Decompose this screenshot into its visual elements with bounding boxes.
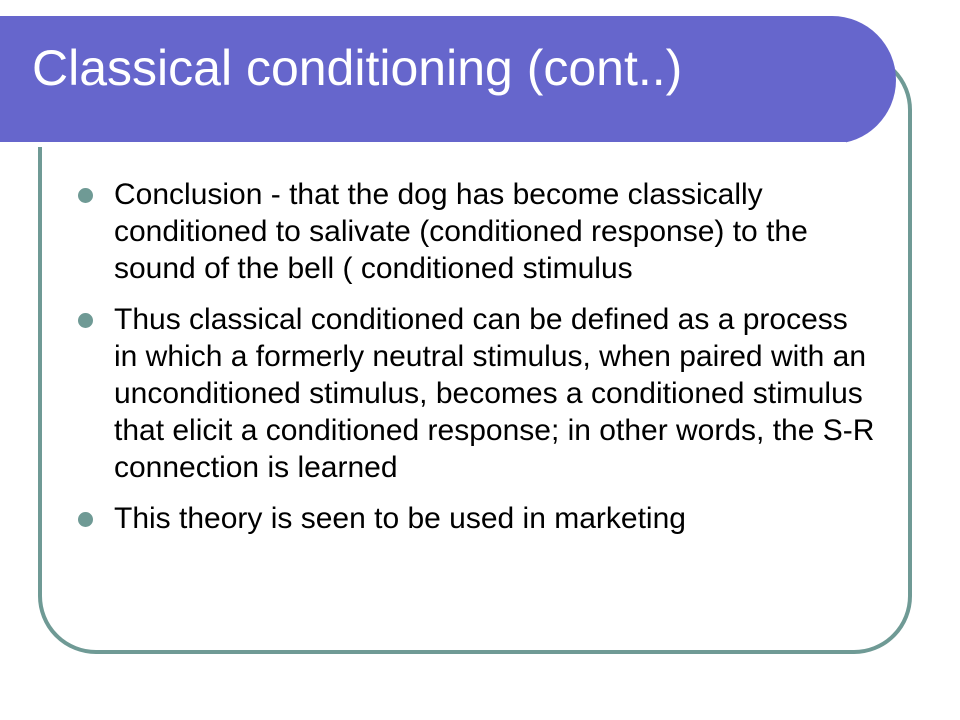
bullet-item-marketing (76, 500, 876, 537)
bullet-dot-icon (78, 512, 93, 527)
bullet-item-conclusion (76, 176, 876, 287)
bullet-text: This theory is seen to be used in marketing (114, 502, 686, 535)
bullet-text: Conclusion - that the dog has become classically conditioned to salivate (conditioned response) to the sound of the bell ( conditioned stimulus (114, 178, 808, 285)
title-underline (0, 142, 846, 147)
bullet-text: Thus classical conditioned can be defined as a process in which a formerly neutral stimulus, when paired with an unconditioned stimulus, becomes a conditioned stimulus that elicit a conditioned response; in other words, the S-R connection is learned (114, 303, 875, 484)
slide-title: Classical conditioning (cont..) (32, 40, 683, 96)
bullet-dot-icon (78, 313, 93, 328)
bullet-item-definition (76, 301, 876, 486)
bullet-dot-icon (78, 188, 93, 203)
bullet-list (76, 176, 876, 551)
